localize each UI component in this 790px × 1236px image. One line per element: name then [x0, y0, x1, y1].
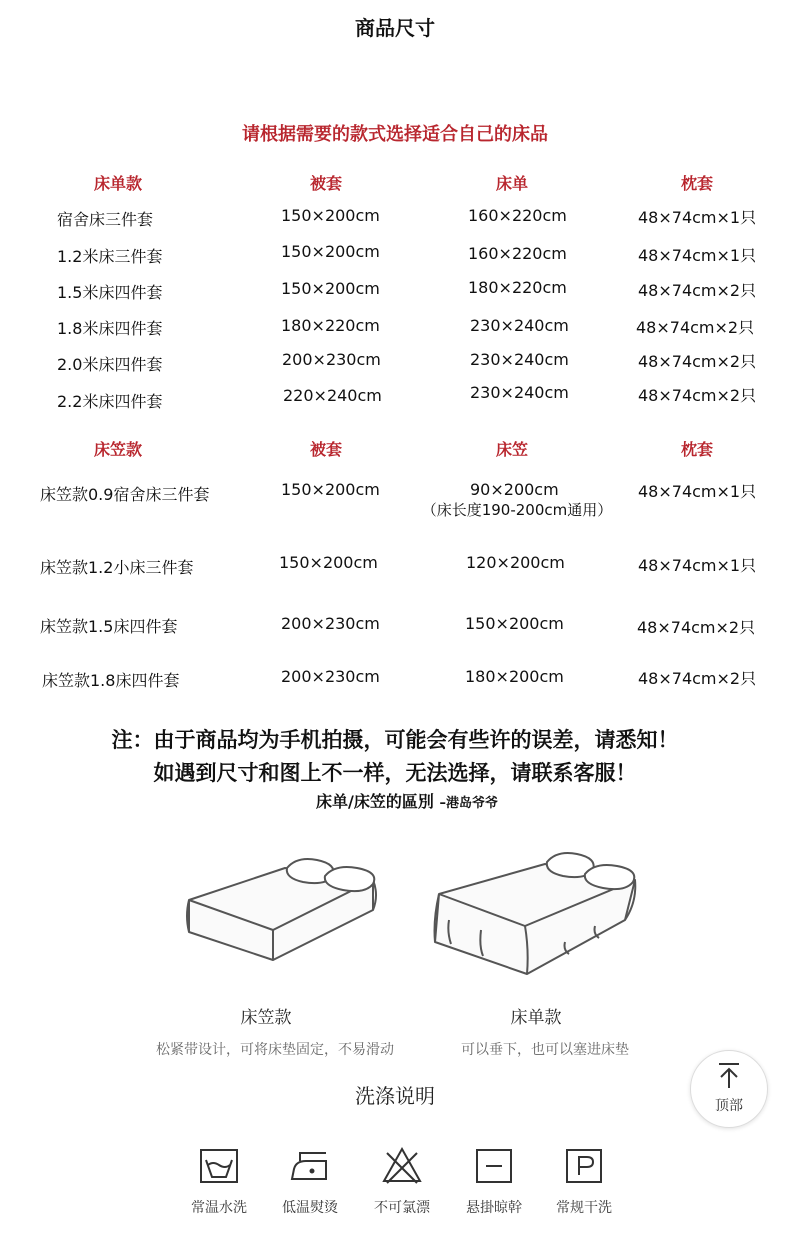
table-cell: 48×74cm×2只: [638, 669, 757, 688]
difference-title-text: 床单/床笠的區別: [316, 792, 434, 811]
table-cell: 48×74cm×1只: [638, 208, 757, 227]
flat-sheet-bed-illustration: [425, 850, 645, 980]
care-label-dry: 悬掛晾幹: [466, 1200, 522, 1216]
wash-instructions-title: 洗涤说明: [355, 1084, 435, 1108]
table-cell: 150×200cm: [279, 553, 378, 572]
table-row-name: 床笠款1.5床四件套: [40, 617, 178, 636]
table-row-name: 床笠款0.9宿舍床三件套: [40, 485, 210, 504]
table-cell: 90×200cm: [470, 480, 559, 499]
table-cell: 150×200cm: [281, 242, 380, 261]
sheet-label: 床单款: [510, 1008, 562, 1028]
table-row-name: 1.5米床四件套: [57, 283, 163, 302]
header-sheet-style: 床单款: [93, 174, 142, 193]
table-cell: 150×200cm: [465, 614, 564, 633]
table-cell: 200×230cm: [282, 350, 381, 369]
table-cell: 48×74cm×1只: [638, 556, 757, 575]
fitted-bed-illustration: [175, 850, 395, 970]
wash-tub-icon: [198, 1145, 240, 1187]
table-cell: 120×200cm: [466, 553, 565, 572]
table-cell-note: （床长度190-200cm通用）: [421, 501, 613, 519]
table-row-name: 床笠款1.2小床三件套: [40, 558, 194, 577]
table-cell: 160×220cm: [468, 244, 567, 263]
table-row-name: 2.2米床四件套: [57, 392, 163, 411]
table-row-name: 宿舍床三件套: [57, 210, 154, 229]
sheet-description: 可以垂下，也可以塞进床垫: [461, 1042, 629, 1058]
table-row-name: 床笠款1.8床四件套: [42, 671, 180, 690]
table-cell: 160×220cm: [468, 206, 567, 225]
table-row-name: 2.0米床四件套: [57, 355, 163, 374]
table-cell: 48×74cm×1只: [638, 482, 757, 501]
page-title: 商品尺寸: [355, 16, 435, 40]
table-cell: 230×240cm: [470, 383, 569, 402]
header-fitted-sheet: 床笠: [495, 440, 528, 459]
care-label-iron: 低温熨烫: [282, 1200, 338, 1216]
table-cell: 150×200cm: [281, 279, 380, 298]
care-label-dry-clean: 常规干洗: [556, 1200, 612, 1216]
table-row-name: 1.2米床三件套: [57, 247, 163, 266]
care-label-wash: 常温水洗: [191, 1200, 247, 1216]
table-cell: 180×220cm: [281, 316, 380, 335]
notice-line-2: 如遇到尺寸和图上不一样，无法选择，请联系客服！: [153, 761, 637, 785]
table-cell: 180×200cm: [465, 667, 564, 686]
table-cell: 48×74cm×2只: [638, 386, 757, 405]
fitted-description: 松紧带设计，可将床垫固定，不易滑动: [156, 1042, 394, 1058]
difference-title: [316, 789, 498, 812]
header-pillowcase: 枕套: [680, 440, 713, 459]
table-cell: 230×240cm: [470, 316, 569, 335]
table-cell: 48×74cm×2只: [637, 618, 756, 637]
care-label-bleach: 不可氯漂: [374, 1200, 430, 1216]
header-duvet: 被套: [309, 174, 342, 193]
back-to-top-label: 顶部: [715, 1098, 743, 1114]
table-row-name: 1.8米床四件套: [57, 319, 163, 338]
notice-line-1: 注：由于商品均为手机拍摄，可能会有些许的误差，请悉知！: [111, 728, 679, 752]
table-cell: 48×74cm×2只: [636, 318, 755, 337]
line-dry-icon: [473, 1145, 515, 1187]
no-bleach-icon: [381, 1145, 423, 1187]
iron-icon: [288, 1145, 330, 1187]
table-cell: 150×200cm: [281, 206, 380, 225]
header-duvet: 被套: [309, 440, 342, 459]
page-subtitle: 请根据需要的款式选择适合自己的床品: [242, 124, 548, 145]
header-fitted-style: 床笠款: [93, 440, 142, 459]
fitted-label: 床笠款: [240, 1008, 292, 1028]
table-cell: 48×74cm×2只: [638, 352, 757, 371]
table-cell: 200×230cm: [281, 614, 380, 633]
table-cell: 48×74cm×1只: [638, 246, 757, 265]
header-pillowcase: 枕套: [680, 174, 713, 193]
table-cell: 48×74cm×2只: [638, 281, 757, 300]
table-cell: 230×240cm: [470, 350, 569, 369]
table-cell: 200×230cm: [281, 667, 380, 686]
table-cell: 180×220cm: [468, 278, 567, 297]
table-cell: 220×240cm: [283, 386, 382, 405]
header-sheet: 床单: [495, 174, 528, 193]
table-cell: 150×200cm: [281, 480, 380, 499]
dry-clean-icon: [563, 1145, 605, 1187]
difference-credit: –港岛爷爷: [439, 796, 498, 811]
